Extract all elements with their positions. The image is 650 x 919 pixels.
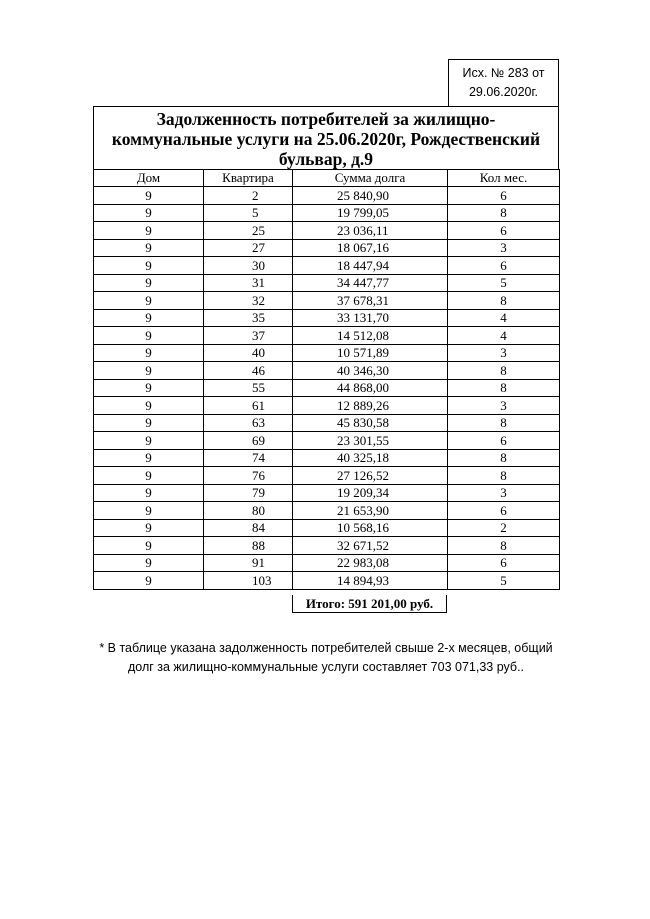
reference-number: Исх. № 283 от (462, 66, 545, 80)
cell-debt-sum: 14 512,08 (293, 327, 448, 345)
column-header-months: Кол мес. (448, 170, 560, 187)
outgoing-reference-box (448, 59, 559, 106)
cell-apartment: 76 (204, 467, 293, 485)
cell-house: 9 (94, 239, 204, 257)
cell-months: 3 (448, 344, 560, 362)
cell-house: 9 (94, 222, 204, 240)
cell-house: 9 (94, 397, 204, 415)
cell-months: 8 (448, 449, 560, 467)
cell-debt-sum: 23 301,55 (293, 432, 448, 450)
cell-debt-sum: 44 868,00 (293, 379, 448, 397)
cell-debt-sum: 12 889,26 (293, 397, 448, 415)
cell-debt-sum: 10 571,89 (293, 344, 448, 362)
cell-house: 9 (94, 519, 204, 537)
cell-months: 8 (448, 204, 560, 222)
cell-house: 9 (94, 484, 204, 502)
cell-months: 6 (448, 432, 560, 450)
cell-debt-sum: 40 325,18 (293, 449, 448, 467)
cell-months: 8 (448, 292, 560, 310)
cell-house: 9 (94, 537, 204, 555)
table-row (94, 257, 560, 275)
cell-apartment: 30 (204, 257, 293, 275)
cell-months: 8 (448, 467, 560, 485)
cell-house: 9 (94, 204, 204, 222)
title-line-1: Задолженность потребителей за жилищно- (156, 109, 496, 129)
table-row (94, 449, 560, 467)
cell-house: 9 (94, 554, 204, 572)
cell-debt-sum: 18 067,16 (293, 239, 448, 257)
cell-apartment: 55 (204, 379, 293, 397)
title-line-2: коммунальные услуги на 25.06.2020г, Рождественский (111, 129, 541, 149)
footnote-line-1: * В таблице указана задолженность потребителей свыше 2-х месяцев, общий (99, 641, 553, 655)
cell-months: 3 (448, 484, 560, 502)
cell-debt-sum: 45 830,58 (293, 414, 448, 432)
table-row (94, 432, 560, 450)
cell-months: 5 (448, 572, 560, 590)
cell-debt-sum: 19 799,05 (293, 204, 448, 222)
cell-house: 9 (94, 362, 204, 380)
cell-months: 8 (448, 537, 560, 555)
cell-house: 9 (94, 502, 204, 520)
cell-debt-sum: 37 678,31 (293, 292, 448, 310)
cell-months: 8 (448, 414, 560, 432)
cell-months: 6 (448, 222, 560, 240)
title-line-3: бульвар, д.9 (278, 149, 374, 169)
table-body (94, 187, 560, 590)
cell-debt-sum: 10 568,16 (293, 519, 448, 537)
table-header-row (94, 170, 560, 187)
cell-house: 9 (94, 432, 204, 450)
cell-debt-sum: 32 671,52 (293, 537, 448, 555)
cell-apartment: 91 (204, 554, 293, 572)
footnote-line-2: долг за жилищно-коммунальные услуги составляет 703 071,33 руб.. (127, 660, 525, 674)
cell-house: 9 (94, 414, 204, 432)
column-header-apartment: Квартира (204, 170, 293, 187)
cell-apartment: 79 (204, 484, 293, 502)
cell-house: 9 (94, 572, 204, 590)
table-row (94, 239, 560, 257)
cell-apartment: 40 (204, 344, 293, 362)
cell-house: 9 (94, 327, 204, 345)
cell-house: 9 (94, 292, 204, 310)
cell-apartment: 32 (204, 292, 293, 310)
table-row (94, 327, 560, 345)
table-row (94, 537, 560, 555)
table-row (94, 572, 560, 590)
table-row (94, 379, 560, 397)
cell-house: 9 (94, 467, 204, 485)
cell-apartment: 37 (204, 327, 293, 345)
column-header-debt-sum: Сумма долга (293, 170, 448, 187)
cell-apartment: 61 (204, 397, 293, 415)
cell-apartment: 80 (204, 502, 293, 520)
table-row (94, 484, 560, 502)
cell-apartment: 25 (204, 222, 293, 240)
cell-house: 9 (94, 187, 204, 205)
cell-apartment: 2 (204, 187, 293, 205)
cell-debt-sum: 27 126,52 (293, 467, 448, 485)
cell-months: 4 (448, 309, 560, 327)
cell-house: 9 (94, 379, 204, 397)
cell-debt-sum: 25 840,90 (293, 187, 448, 205)
cell-debt-sum: 19 209,34 (293, 484, 448, 502)
debt-table (93, 169, 560, 590)
cell-debt-sum: 18 447,94 (293, 257, 448, 275)
cell-debt-sum: 23 036,11 (293, 222, 448, 240)
cell-debt-sum: 21 653,90 (293, 502, 448, 520)
table-row (94, 554, 560, 572)
cell-house: 9 (94, 257, 204, 275)
table-row (94, 397, 560, 415)
cell-apartment: 74 (204, 449, 293, 467)
cell-debt-sum: 22 983,08 (293, 554, 448, 572)
table-row (94, 222, 560, 240)
table-row (94, 519, 560, 537)
cell-house: 9 (94, 344, 204, 362)
table-row (94, 344, 560, 362)
cell-months: 4 (448, 327, 560, 345)
cell-debt-sum: 34 447,77 (293, 274, 448, 292)
cell-apartment: 63 (204, 414, 293, 432)
cell-apartment: 84 (204, 519, 293, 537)
cell-months: 6 (448, 554, 560, 572)
cell-house: 9 (94, 449, 204, 467)
table-row (94, 187, 560, 205)
reference-date: 29.06.2020г. (468, 85, 539, 99)
cell-months: 8 (448, 362, 560, 380)
cell-apartment: 27 (204, 239, 293, 257)
total-cell: Итого: 591 201,00 руб. (292, 595, 447, 613)
cell-months: 2 (448, 519, 560, 537)
table-row (94, 414, 560, 432)
column-header-house: Дом (94, 170, 204, 187)
cell-months: 6 (448, 257, 560, 275)
cell-months: 3 (448, 239, 560, 257)
document-title (93, 106, 559, 170)
footnote (96, 639, 556, 677)
cell-apartment: 103 (204, 572, 293, 590)
cell-months: 6 (448, 502, 560, 520)
table-row (94, 502, 560, 520)
table-row (94, 292, 560, 310)
cell-months: 8 (448, 379, 560, 397)
cell-house: 9 (94, 309, 204, 327)
table-row (94, 204, 560, 222)
cell-apartment: 35 (204, 309, 293, 327)
cell-apartment: 31 (204, 274, 293, 292)
cell-apartment: 69 (204, 432, 293, 450)
cell-debt-sum: 33 131,70 (293, 309, 448, 327)
cell-house: 9 (94, 274, 204, 292)
cell-months: 6 (448, 187, 560, 205)
cell-apartment: 46 (204, 362, 293, 380)
cell-months: 3 (448, 397, 560, 415)
cell-debt-sum: 14 894,93 (293, 572, 448, 590)
table-row (94, 309, 560, 327)
table-row (94, 274, 560, 292)
table-row (94, 467, 560, 485)
cell-apartment: 88 (204, 537, 293, 555)
cell-debt-sum: 40 346,30 (293, 362, 448, 380)
cell-months: 5 (448, 274, 560, 292)
table-row (94, 362, 560, 380)
cell-apartment: 5 (204, 204, 293, 222)
